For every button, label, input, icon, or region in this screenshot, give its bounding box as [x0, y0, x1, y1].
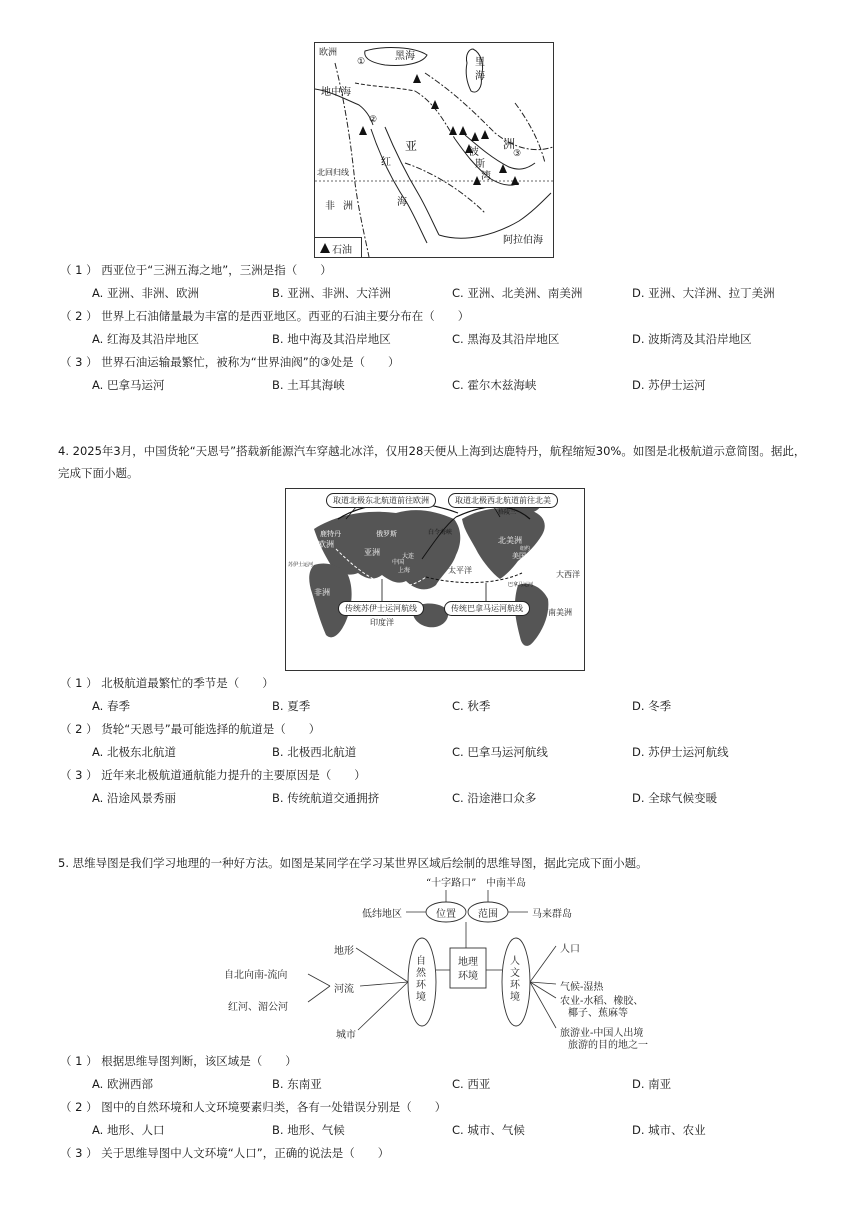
q4-1-text: （ 1 ） 北极航道最繁忙的季节是（ ） [60, 676, 274, 690]
q3-3-option-b[interactable]: B. 土耳其海峡 [272, 378, 345, 392]
q4-3-option-c[interactable]: C. 沿途港口众多 [452, 791, 537, 805]
q3-2-option-a[interactable]: A. 红海及其沿岸地区 [92, 332, 199, 346]
q4-2-option-d[interactable]: D. 苏伊士运河航线 [632, 745, 729, 759]
q4-3-option-b[interactable]: B. 传统航道交通拥挤 [272, 791, 380, 805]
label-marker-1: ① [357, 57, 366, 67]
label-rotterdam: 鹿特丹 [320, 530, 341, 538]
mm-natural: 自然环境 [416, 956, 426, 1003]
mm-river: 河流 [334, 984, 354, 995]
q4-2-text: （ 2 ） 货轮“天恩号”最可能选择的航道是（ ） [60, 722, 321, 736]
label-hai: 海 [475, 71, 485, 82]
label-greenland: 格陵兰 [498, 509, 517, 516]
arctic-route-map-drawing [286, 489, 584, 670]
label-bo: 波 [469, 147, 479, 158]
q3-1-option-b[interactable]: B. 亚洲、非洲、大洋洲 [272, 286, 391, 300]
mm-tour1: 旅游业-中国人出境 [560, 1028, 644, 1039]
q4-1-option-b[interactable]: B. 夏季 [272, 699, 311, 713]
mm-position: 位置 [436, 909, 456, 920]
q5-2-option-a[interactable]: A. 地形、人口 [92, 1123, 165, 1137]
mm-city: 城市 [336, 1030, 356, 1041]
label-indian-ocean: 印度洋 [370, 618, 394, 627]
label-north-america: 北美洲 [498, 536, 522, 545]
label-si: 斯 [475, 159, 485, 170]
label-bering: 白令海峡 [428, 529, 453, 536]
q3-3-option-d[interactable]: D. 苏伊士运河 [632, 378, 706, 392]
label-black-sea: 黑海 [395, 51, 415, 62]
label-red-sea-hai: 海 [397, 197, 407, 208]
mm-crossroad: “十字路口” [426, 878, 477, 889]
label-mediterranean: 地中海 [321, 87, 351, 98]
q3-3-option-a[interactable]: A. 巴拿马运河 [92, 378, 165, 392]
mm-range: 范围 [478, 909, 498, 920]
q4-3-option-d[interactable]: D. 全球气候变暖 [632, 791, 718, 805]
label-hong: 红 [381, 157, 391, 168]
legend-oil-label: 石油 [332, 245, 352, 256]
q5-2-option-c[interactable]: C. 城市、气候 [452, 1123, 525, 1137]
q4-2-options [92, 744, 812, 760]
q4-3-text: （ 3 ） 近年来北极航道通航能力提升的主要原因是（ ） [60, 768, 366, 782]
label-dalian: 大连 [402, 553, 415, 560]
q4-1-option-d[interactable]: D. 冬季 [632, 699, 672, 713]
q5-2-option-d[interactable]: D. 城市、农业 [632, 1123, 706, 1137]
map-legend [315, 237, 362, 257]
q3-2-option-b[interactable]: B. 地中海及其沿岸地区 [272, 332, 391, 346]
west-asia-map [314, 42, 554, 258]
label-af1: 非 [325, 201, 335, 212]
label-europe: 欧洲 [319, 48, 338, 58]
q5-1-option-c[interactable]: C. 西亚 [452, 1077, 491, 1091]
label-shanghai: 上海 [398, 567, 411, 574]
q5-1-text: （ 1 ） 根据思维导图判断，该区域是（ ） [60, 1054, 297, 1068]
q4-2-option-b[interactable]: B. 北极西北航道 [272, 745, 357, 759]
mm-malay: 马来群岛 [532, 909, 572, 920]
q4-2-option-a[interactable]: A. 北极东北航道 [92, 745, 176, 759]
label-russia: 俄罗斯 [376, 530, 397, 538]
q5-1-option-d[interactable]: D. 南亚 [632, 1077, 672, 1091]
mm-zhongnan: 中南半岛 [486, 878, 526, 889]
q3-1-options [92, 285, 812, 301]
q3-1-text: （ 1 ） 西亚位于“三洲五海之地”，三洲是指（ ） [60, 263, 332, 277]
q4-stem-line1: 4. 2025年3月，中国货轮“天恩号”搭载新能源汽车穿越北冰洋，仅用28天便从上海到达鹿特丹，航程缩短30%。如图是北极航道示意简图。据此， [58, 444, 806, 458]
q4-1-option-c[interactable]: C. 秋季 [452, 699, 491, 713]
q5-1-option-b[interactable]: B. 东南亚 [272, 1077, 322, 1091]
q3-3-text: （ 3 ） 世界石油运输最繁忙，被称为“世界油阀”的③处是（ ） [60, 355, 400, 369]
mind-map [210, 870, 670, 1050]
q5-3-text: （ 3 ） 关于思维导图中人文环境“人口”，正确的说法是（ ） [60, 1146, 390, 1160]
q3-2-option-d[interactable]: D. 波斯湾及其沿岸地区 [632, 332, 752, 346]
q4-stem [58, 440, 818, 484]
q3-2-text: （ 2 ） 世界上石油储量最为丰富的是西亚地区。西亚的石油主要分布在（ ） [60, 309, 470, 323]
label-atlantic: 大西洋 [556, 570, 580, 579]
mm-red-river: 红河、湄公河 [228, 1002, 288, 1013]
label-china: 中国 [392, 559, 405, 566]
label-northeast-route: 取道北极东北航道前往欧洲 [326, 493, 436, 508]
q4-3-options [92, 790, 812, 806]
mm-geo-env: 地理环境 [458, 957, 478, 982]
q3-1-option-c[interactable]: C. 亚洲、北美洲、南美洲 [452, 286, 583, 300]
arctic-route-map [285, 488, 585, 671]
label-arabian-sea: 阿拉伯海 [503, 235, 543, 246]
mm-agri1: 农业-水稻、橡胶、 [560, 996, 644, 1007]
q3-3-option-c[interactable]: C. 霍尔木兹海峡 [452, 378, 537, 392]
label-panama-route: 传统巴拿马运河航线 [444, 601, 530, 616]
q4-2-option-c[interactable]: C. 巴拿马运河航线 [452, 745, 548, 759]
q3-3-options [92, 377, 812, 393]
label-marker-2: ② [369, 115, 378, 125]
q5-2-option-b[interactable]: B. 地形、气候 [272, 1123, 345, 1137]
label-south-america: 南美洲 [548, 608, 572, 617]
label-wan: 湾 [481, 171, 491, 182]
label-africa: 非洲 [314, 588, 330, 597]
label-europe-2: 欧洲 [318, 540, 334, 549]
mm-human: 人文环境 [510, 956, 520, 1003]
mind-map-drawing [210, 870, 670, 1050]
q5-1-option-a[interactable]: A. 欧洲西部 [92, 1077, 153, 1091]
label-new-york: 纽约 [520, 546, 531, 552]
q4-stem-line2: 完成下面小题。 [58, 466, 139, 480]
label-suez-canal: 苏伊士运河 [288, 562, 314, 568]
label-suez-route: 传统苏伊士运河航线 [338, 601, 424, 616]
label-zhou: 洲 [503, 137, 516, 151]
q5-2-options [92, 1122, 812, 1138]
label-northwest-route: 取道北极西北航道前往北美 [448, 493, 558, 508]
oil-icon [319, 242, 331, 254]
q3-1-option-a[interactable]: A. 亚洲、非洲、欧洲 [92, 286, 199, 300]
mm-population: 人口 [560, 944, 580, 955]
mm-agri2: 椰子、蕉麻等 [568, 1008, 628, 1019]
q5-2-text: （ 2 ） 图中的自然环境和人文环境要素归类，各有一处错误分别是（ ） [60, 1100, 447, 1114]
q3-1-option-d[interactable]: D. 亚洲、大洋洲、拉丁美洲 [632, 286, 775, 300]
q4-1-option-a[interactable]: A. 春季 [92, 699, 130, 713]
q3-2-options [92, 331, 812, 347]
q4-3-option-a[interactable]: A. 沿途风景秀丽 [92, 791, 176, 805]
q5-1-options [92, 1076, 812, 1092]
q3-2-option-c[interactable]: C. 黑海及其沿岸地区 [452, 332, 560, 346]
label-ya: 亚 [405, 139, 418, 153]
label-pacific: 太平洋 [448, 566, 472, 575]
q4-1-options [92, 698, 812, 714]
mm-flow: 自北向南-流向 [224, 970, 288, 981]
q5-stem: 5. 思维导图是我们学习地理的一种好方法。如图是某同学在学习某世界区域后绘制的思维导图，据此完成下面小题。 [58, 856, 648, 870]
label-tropic: 北回归线 [317, 168, 349, 177]
label-asia: 亚洲 [364, 548, 380, 557]
label-usa: 美国 [512, 552, 526, 560]
label-marker-3: ③ [513, 149, 522, 159]
mm-terrain: 地形 [334, 946, 354, 957]
label-li: 里 [475, 57, 485, 68]
label-af2: 洲 [343, 201, 353, 212]
mm-climate: 气候-湿热 [560, 982, 604, 993]
label-panama-canal: 巴拿马运河 [508, 582, 534, 588]
mm-tour2: 旅游的目的地之一 [568, 1040, 648, 1051]
mm-low-latitude: 低纬地区 [362, 909, 402, 920]
